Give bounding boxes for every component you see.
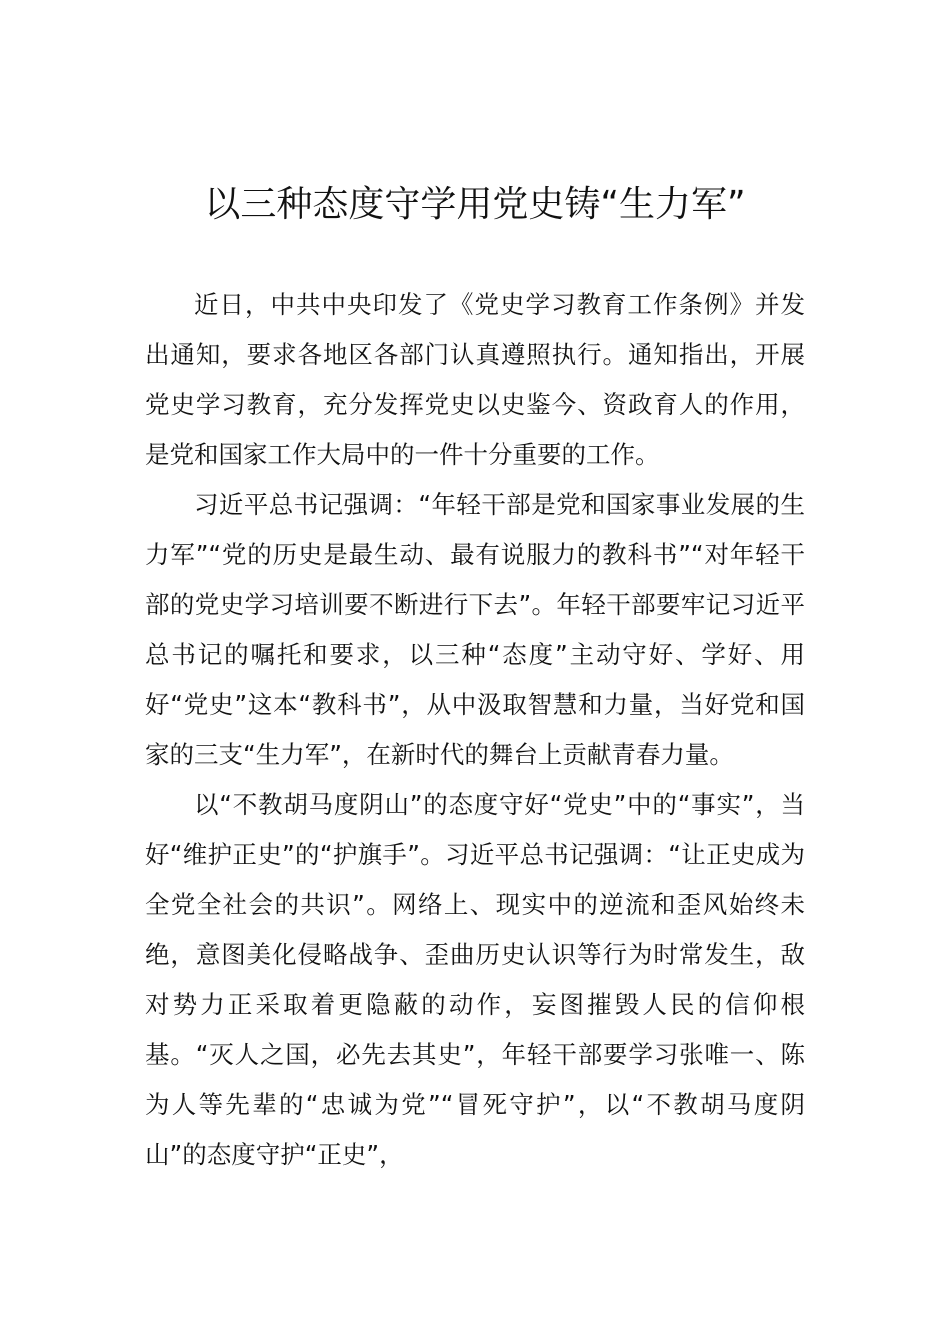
paragraph-speech: 习近平总书记强调：“年轻干部是党和国家事业发展的生力军”“党的历史是最生动、最有说服力的教科书”“对年轻干部的党史学习培训要不断进行下去”。年轻干部要牢记习近平总书记的嘱托和要求，以三种“态度”主动守好、学好、用好“党史”这本“教科书”，从中汲取智慧和力量，当好党和国家的三支“生力军”，在新时代的舞台上贡献青春力量。 [145,490,805,769]
document-title: 以三种态度守学用党史铸“生力军” [204,184,746,225]
paragraph-history: 以“不教胡马度阴山”的态度守好“党史”中的“事实”，当好“维护正史”的“护旗手”。习近平总书记强调：“让正史成为全党全社会的共识”。网络上、现实中的逆流和歪风始终未绝，意图美化侵略战争、歪曲历史认识等行为时常发生，敌对势力正采取着更隐蔽的动作，妄图摧毁人民的信仰根基。“灭人之国，必先去其史”，年轻干部要学习张唯一、陈为人等先辈的“忠诚为党”“冒死守护”，以“不教胡马度阴山”的态度守护“正史”， [145,790,805,1169]
document-body [145,280,805,1180]
paragraph-intro: 近日，中共中央印发了《党史学习教育工作条例》并发出通知，要求各地区各部门认真遵照执行。通知指出，开展党史学习教育，充分发挥党史以史鉴今、资政育人的作用，是党和国家工作大局中的一件十分重要的工作。 [145,290,805,469]
